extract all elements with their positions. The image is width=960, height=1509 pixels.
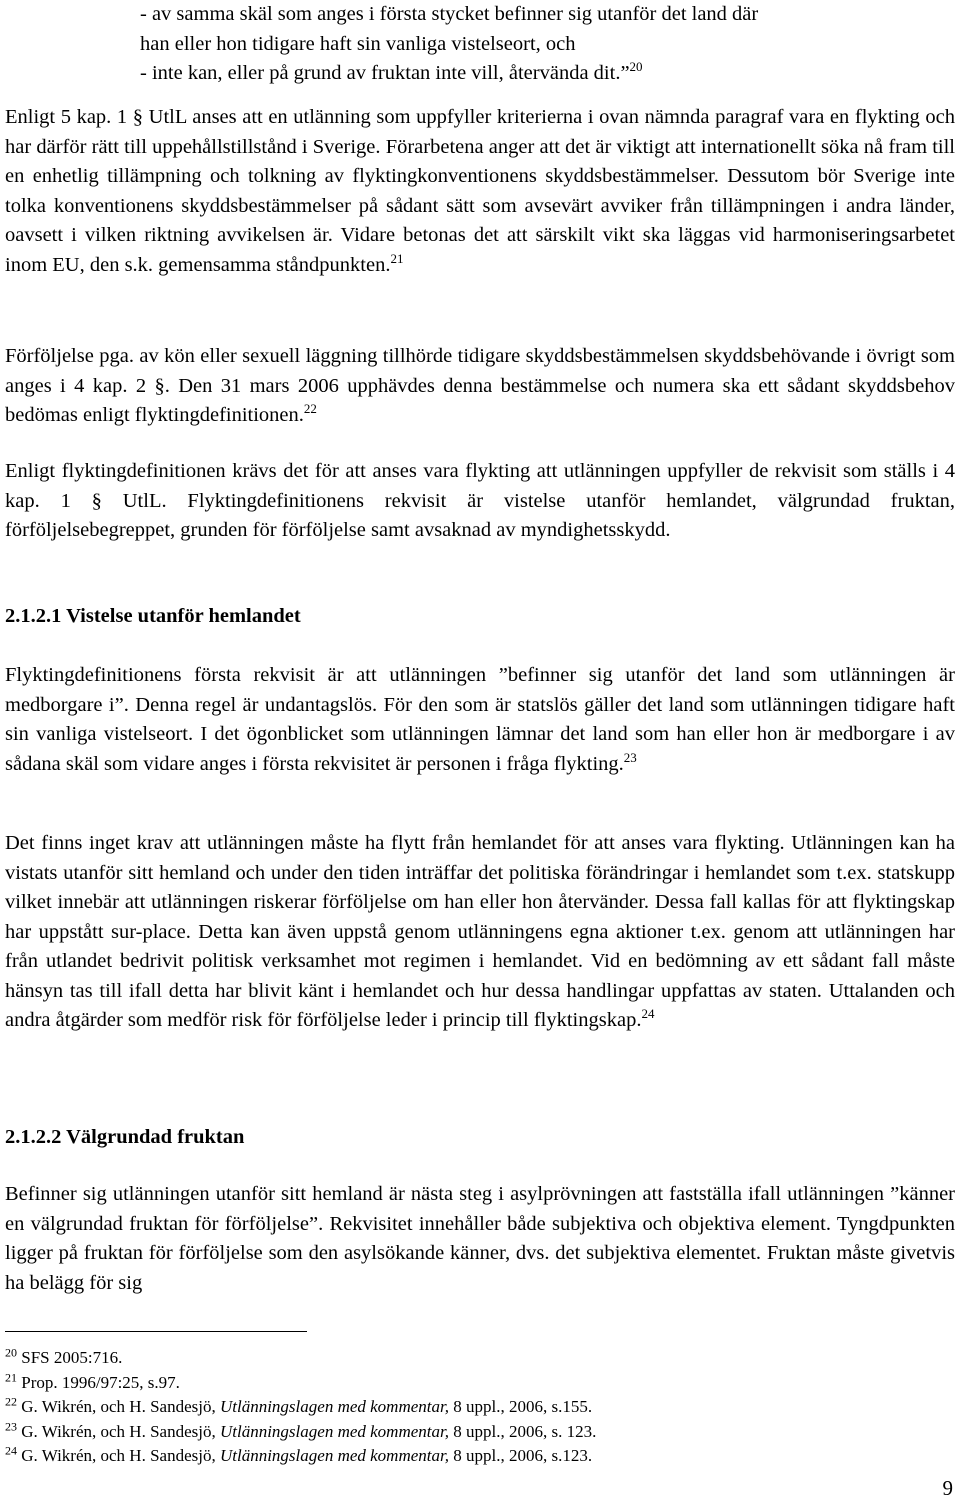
list-item: han eller hon tidigare haft sin vanliga vistelseort, och — [140, 32, 576, 55]
footnote-number: 20 — [5, 1345, 17, 1360]
footnote-text: 8 uppl., 2006, s. 123. — [449, 1421, 597, 1441]
footnote-text: Prop. 1996/97:25, s.97. — [21, 1372, 180, 1392]
footnote-text: G. Wikrén, och H. Sandesjö, — [21, 1421, 220, 1441]
paragraph-text: Flyktingdefinitionens första rekvisit är att utlänningen ”befinner sig utanför det land som utlänningen är medborgare i”. Denna regel är undantagslös. För den som är statslös gäller det land som utlänningen tidigare haft sin vanliga vistelseort. I det ögonblicket som utlänningen lämnar det land som han eller hon är medborgare i av sådana skäl som vidare anges i första rekvisitet är personen i fråga flykting. — [5, 664, 955, 775]
paragraph-text: Enligt 5 kap. 1 § UtlL anses att en utlänning som uppfyller kriterierna i ovan nämnda paragraf vara en flykting och har därför rätt till uppehållstillstånd i Sverige. Förarbetena anger att det är viktigt att internationellt söka nå fram till en enhetlig tillämpning och tolkning av flyktingkonventionens skyddsbestämmelser. Dessutom bör Sverige inte tolka konventionens skyddsbestämmelser på sådant sätt som avsevärt avviker från tillämpningen i andra länder, oavsett i vilken riktning avvikelsen är. Vidare betonas det att särskilt vikt ska läggas vid harmoniseringsarbetet inom EU, den s.k. gemensamma ståndpunkten. — [5, 106, 955, 276]
footnotes — [5, 1346, 905, 1469]
footnote — [5, 1420, 905, 1445]
footnote — [5, 1346, 905, 1371]
footnote-text: G. Wikrén, och H. Sandesjö, — [21, 1397, 220, 1416]
paragraph-text: Befinner sig utlänningen utanför sitt hemland är nästa steg i asylprövningen att fastställa ifall utlänningen ”känner en välgrundad fruktan för förföljelse”. Rekvisitet innehåller både subjektiva och objektiva element. Tyngdpunkten ligger på fruktan för förföljelse som den asylsökande känner, dvs. det subjektiva elementet. Fruktan måste givetvis ha belägg för sig — [5, 1183, 955, 1294]
footnote — [5, 1444, 905, 1469]
paragraph-text: Det finns inget krav att utlänningen måste ha flytt från hemlandet för att anses vara flykting. Utlänningen kan ha vistats utanför sitt hemland och under den tiden inträffar det politiska förändringar i hemlandet som t.ex. statskupp vilket innebär att utlänningen riskerar förföljelse om han eller hon återvänder. Dessa fall kallas för att flyktingskap har uppstått sur-place. Detta kan även uppstå genom utlänningens egna aktioner t.ex. genom att utlänningen har från utlandet bedrivit politisk verksamhet mot regimen i hemlandet. Vid en bedömning av ett sådant fall måste hänsyn tas till ifall detta har blivit känt i hemlandet och hur dessa handlingar uppfattas av staten. Uttalanden och andra åtgärder som medför risk för förföljelse leder i princip till flyktingskap. — [5, 832, 955, 1031]
footnote-ref: 24 — [641, 1006, 655, 1022]
paragraph — [5, 829, 955, 1036]
footnote-text: SFS 2005:716. — [21, 1348, 123, 1367]
footnote-number: 23 — [5, 1418, 17, 1433]
quoted-list — [140, 0, 955, 89]
footnote — [5, 1395, 905, 1420]
footnote-number: 21 — [5, 1369, 17, 1384]
paragraph — [5, 103, 955, 280]
paragraph — [5, 342, 955, 431]
list-item — [140, 59, 955, 89]
paragraph — [5, 457, 955, 546]
footnote-title: Utlänningslagen med kommentar, — [219, 1446, 449, 1465]
footnote-title: Utlänningslagen med kommentar, — [219, 1397, 449, 1416]
footnote-ref: 21 — [390, 250, 404, 266]
footnote-text: G. Wikrén, och H. Sandesjö, — [21, 1446, 220, 1465]
footnote — [5, 1371, 905, 1396]
footnote-divider — [5, 1331, 307, 1332]
list-item: - av samma skäl som anges i första stycket befinner sig utanför det land där — [140, 3, 759, 25]
footnote-number: 22 — [5, 1394, 17, 1409]
footnote-ref: 22 — [303, 401, 317, 417]
footnote-number: 24 — [5, 1443, 17, 1458]
paragraph-text: Förföljelse pga. av kön eller sexuell läggning tillhörde tidigare skyddsbestämmelsen skyddsbehövande i övrigt som anges i 4 kap. 2 §. Den 31 mars 2006 upphävdes denna bestämmelse och numera ska ett sådant skyddsbehov bedömas enligt flyktingdefinitionen. — [5, 345, 955, 426]
footnote-title: Utlänningslagen med kommentar, — [219, 1421, 449, 1441]
section-heading: 2.1.2.1 Vistelse utanför hemlandet — [5, 605, 301, 627]
paragraph — [5, 1180, 955, 1298]
paragraph — [5, 661, 955, 779]
footnote-ref: 23 — [623, 749, 637, 765]
section-heading: 2.1.2.2 Välgrundad fruktan — [5, 1126, 245, 1148]
paragraph-text: Enligt flyktingdefinitionen krävs det för att anses vara flykting att utlänningen uppfyller de rekvisit som ställs i 4 kap. 1 § UtlL. Flyktingdefinitionens rekvisit är vistelse utanför hemlandet, välgrundad fruktan, förföljelsebegreppet, grunden för förföljelse samt avsaknad av myndighetsskydd. — [5, 460, 955, 541]
footnote-text: 8 uppl., 2006, s.155. — [449, 1397, 593, 1416]
page-number: 9 — [942, 1476, 953, 1500]
list-item-text: - inte kan, eller på grund av fruktan inte vill, återvända dit.” — [140, 62, 630, 84]
footnote-text: 8 uppl., 2006, s.123. — [449, 1446, 593, 1465]
footnote-ref: 20 — [629, 59, 643, 75]
